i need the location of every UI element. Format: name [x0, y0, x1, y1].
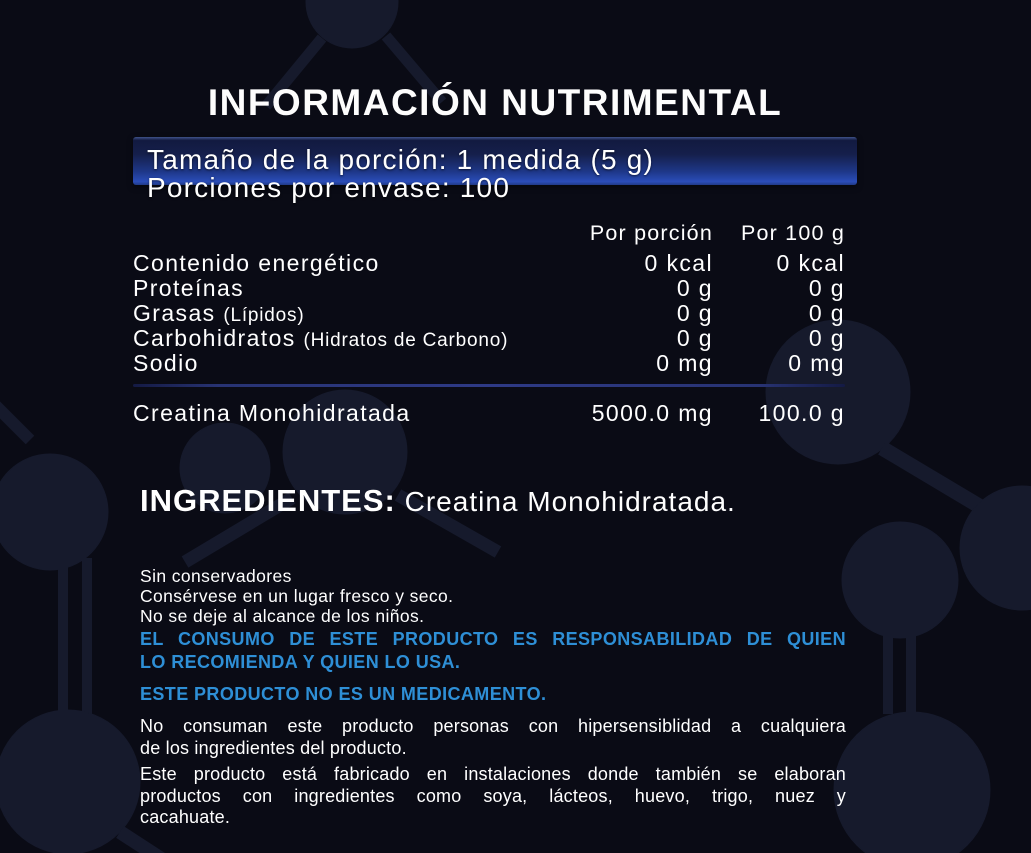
table-row	[133, 275, 845, 300]
row-label: Contenido energético	[133, 250, 380, 276]
row-label: Grasas (Lípidos)	[133, 300, 305, 326]
table-row	[133, 350, 845, 375]
liability-warning-line: EL CONSUMO DE ESTE PRODUCTO ES RESPONSABILIDAD DE QUIEN	[140, 629, 846, 649]
row-value-per-100g: 0 mg	[788, 350, 845, 376]
storage-note-line: Sin conservadores	[140, 566, 292, 586]
allergen-line: Este producto está fabricado en instalaciones donde también se elaboran	[140, 764, 846, 784]
nutrition-table	[133, 250, 845, 375]
serving-size-text: Tamaño de la porción: 1 medida (5 g)	[147, 144, 655, 175]
liability-warning-line: LO RECOMIENDA Y QUIEN LO USA.	[140, 652, 461, 672]
not-medicine-warning: ESTE PRODUCTO NO ES UN MEDICAMENTO.	[140, 684, 547, 704]
row-value-per-serving: 0 g	[676, 325, 713, 351]
creatine-row	[133, 400, 845, 427]
storage-notes	[140, 566, 453, 626]
hypersensitivity-line: de los ingredientes del producto.	[140, 737, 407, 758]
table-row	[133, 300, 845, 325]
column-header-per-serving: Por porción	[589, 221, 713, 245]
row-value-per-serving: 0 kcal	[644, 250, 713, 276]
liability-warning	[140, 628, 846, 674]
allergen-line: productos con ingredientes como soya, lácteos, huevo, trigo, nuez y	[140, 785, 846, 806]
storage-note-line: Consérvese en un lugar fresco y seco.	[140, 586, 454, 606]
hypersensitivity-warning	[140, 716, 846, 759]
row-value-per-100g: 0 g	[808, 275, 845, 301]
hypersensitivity-line: No consuman este producto personas con hipersensiblidad a cualquiera	[140, 716, 846, 736]
creatine-per-100g: 100.0 g	[758, 400, 845, 426]
table-row	[133, 250, 845, 275]
ingredients-value: Creatina Monohidratada.	[395, 486, 736, 517]
column-header-per-100g: Por 100 g	[740, 221, 845, 245]
row-label: Sodio	[133, 350, 199, 376]
row-value-per-100g: 0 g	[808, 300, 845, 326]
row-value-per-100g: 0 g	[808, 325, 845, 351]
ingredients-heading: INGREDIENTES:	[140, 483, 396, 518]
row-label: Proteínas	[133, 275, 245, 301]
storage-note-line: No se deje al alcance de los niños.	[140, 606, 425, 626]
allergen-line: cacahuate.	[140, 807, 231, 827]
row-value-per-serving: 0 mg	[656, 350, 713, 376]
creatine-label: Creatina Monohidratada	[133, 400, 411, 426]
creatine-per-serving: 5000.0 mg	[591, 400, 713, 426]
row-label: Carbohidratos (Hidratos de Carbono)	[133, 325, 509, 351]
allergen-warning	[140, 764, 846, 829]
table-row	[133, 325, 845, 350]
row-value-per-100g: 0 kcal	[776, 250, 845, 276]
row-value-per-serving: 0 g	[676, 300, 713, 326]
table-divider-line	[133, 384, 845, 387]
row-value-per-serving: 0 g	[676, 275, 713, 301]
ingredients-line	[140, 483, 736, 519]
table-column-headers	[133, 221, 845, 246]
page-title: INFORMACIÓN NUTRIMENTAL	[207, 82, 783, 123]
servings-per-container-text: Porciones por envase: 100	[147, 172, 511, 203]
